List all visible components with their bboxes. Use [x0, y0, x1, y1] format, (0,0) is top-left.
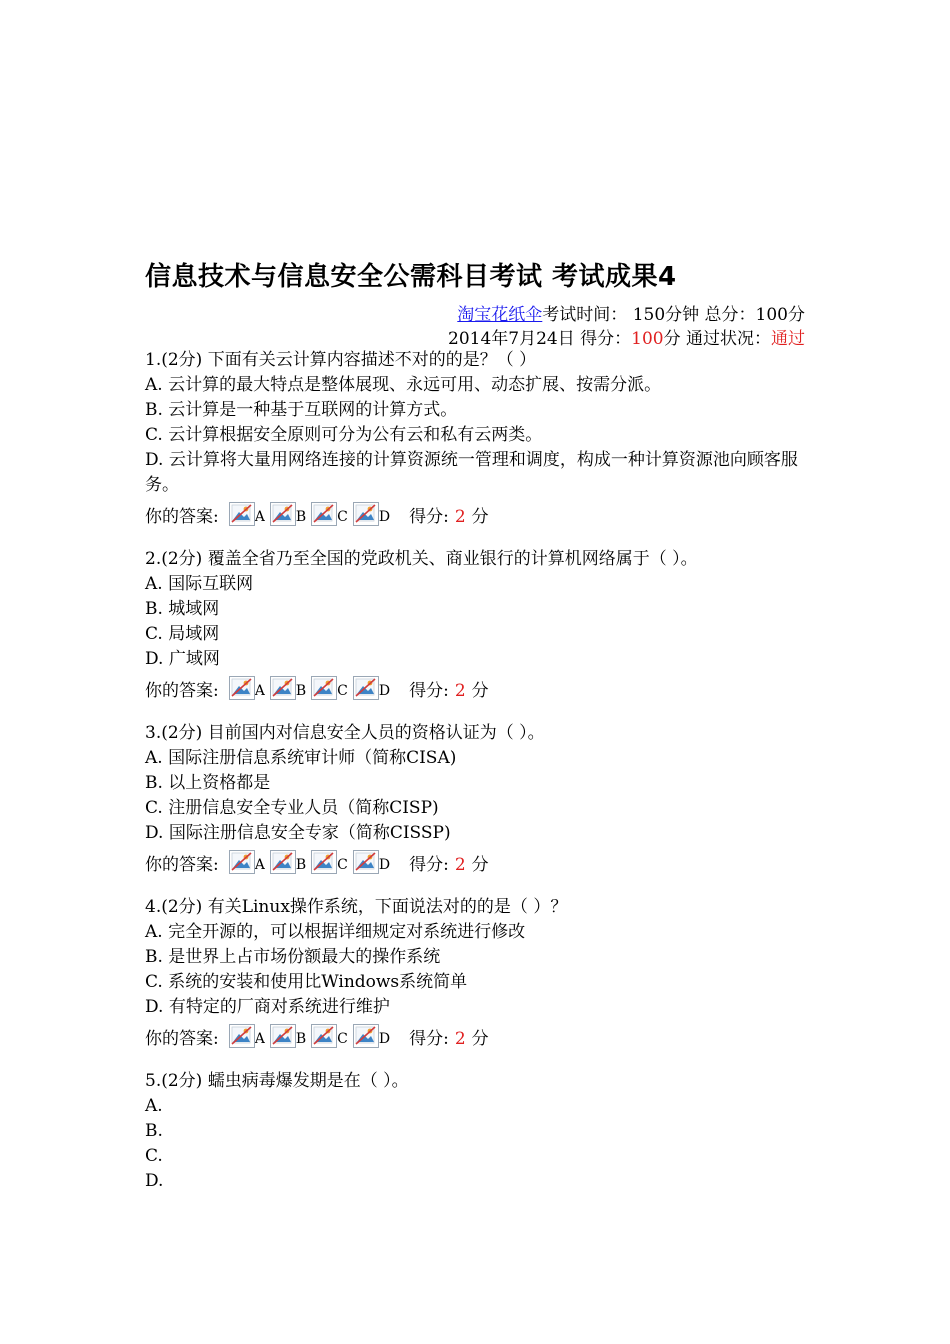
status-label: 通过状况：: [686, 329, 771, 349]
exam-date: 2014年7月24日: [448, 329, 575, 349]
question-4: [145, 895, 810, 1052]
question-score-unit: 分: [471, 855, 489, 875]
answer-letter: B: [295, 683, 307, 699]
author-link[interactable]: 淘宝花纸伞: [457, 305, 543, 325]
broken-image-icon: [311, 1024, 337, 1048]
answer-letter: A: [254, 1031, 265, 1047]
question-option: C. 局域网: [145, 624, 220, 644]
question-option: A. 国际互联网: [145, 574, 254, 594]
question-score-value: 2: [454, 855, 466, 875]
answer-letter: B: [295, 509, 307, 525]
question-stem: 2.(2分) 覆盖全省乃至全国的党政机关、商业银行的计算机网络属于（ ）。: [145, 549, 698, 569]
question-option: B.: [145, 1121, 163, 1141]
question-3: [145, 721, 810, 878]
question-2: [145, 547, 810, 704]
question-option: D. 广域网: [145, 649, 220, 669]
status-value: 通过: [771, 329, 805, 349]
answer-letter: D: [378, 509, 391, 525]
answer-letter: D: [378, 1031, 391, 1047]
exam-duration-total: 考试时间： 150分钟 总分：100分: [542, 305, 805, 325]
question-option: D.: [145, 1171, 164, 1191]
exam-meta-line1: [457, 300, 805, 325]
question-option: A.: [145, 1096, 163, 1116]
question-score-unit: 分: [471, 507, 489, 527]
question-stem: 3.(2分) 目前国内对信息安全人员的资格认证为（ ）。: [145, 723, 545, 743]
broken-image-icon: [270, 850, 296, 874]
broken-image-icon: [229, 502, 255, 526]
question-option: C. 注册信息安全专业人员（简称CISP): [145, 798, 439, 818]
broken-image-icon: [270, 1024, 296, 1048]
question-score-label: 得分:: [409, 1029, 449, 1049]
broken-image-icon: [229, 850, 255, 874]
broken-image-icon: [311, 676, 337, 700]
question-option: B. 云计算是一种基于互联网的计算方式。: [145, 400, 458, 420]
broken-image-icon: [270, 502, 296, 526]
question-5: [145, 1069, 810, 1194]
question-option: D. 云计算将大量用网络连接的计算资源统一管理和调度，构成一种计算资源池向顾客服务。: [145, 450, 798, 495]
total-score-label: 得分：: [580, 329, 632, 349]
question-score-label: 得分:: [409, 681, 449, 701]
broken-image-icon: [353, 502, 379, 526]
broken-image-icon: [353, 676, 379, 700]
answer-row: [145, 846, 810, 878]
broken-image-icon: [311, 850, 337, 874]
question-option: C.: [145, 1146, 163, 1166]
answer-letter: A: [254, 509, 265, 525]
answer-letter: B: [295, 857, 307, 873]
question-option: A. 完全开源的，可以根据详细规定对系统进行修改: [145, 922, 526, 942]
answer-label: 你的答案:: [145, 1029, 219, 1049]
answer-letter: C: [337, 1031, 348, 1047]
broken-image-icon: [229, 676, 255, 700]
exam-meta-line2: [448, 324, 805, 349]
answer-letter: C: [337, 857, 348, 873]
question-option: B. 以上资格都是: [145, 773, 271, 793]
answer-label: 你的答案:: [145, 855, 219, 875]
question-option: B. 城域网: [145, 599, 220, 619]
question-option: C. 云计算根据安全原则可分为公有云和私有云两类。: [145, 425, 543, 445]
broken-image-icon: [353, 850, 379, 874]
total-score-unit: 分: [663, 329, 681, 349]
question-option: B. 是世界上占市场份额最大的操作系统: [145, 947, 441, 967]
question-list: [145, 348, 810, 1211]
answer-row: [145, 672, 810, 704]
answer-letter: B: [295, 1031, 307, 1047]
answer-row: [145, 1020, 810, 1052]
answer-letter: C: [337, 683, 348, 699]
answer-letter: D: [378, 857, 391, 873]
answer-letter: A: [254, 857, 265, 873]
question-option: A. 云计算的最大特点是整体展现、永远可用、动态扩展、按需分派。: [145, 375, 662, 395]
answer-letter: C: [337, 509, 348, 525]
question-score-unit: 分: [471, 1029, 489, 1049]
question-score-value: 2: [454, 507, 466, 527]
broken-image-icon: [229, 1024, 255, 1048]
answer-row: [145, 498, 810, 530]
broken-image-icon: [353, 1024, 379, 1048]
broken-image-icon: [311, 502, 337, 526]
question-stem: 4.(2分) 有关Linux操作系统，下面说法对的的是（ ）？: [145, 897, 568, 917]
question-stem: 1.(2分) 下面有关云计算内容描述不对的的是？（ ）: [145, 350, 537, 370]
answer-letter: A: [254, 683, 265, 699]
question-option: D. 国际注册信息安全专家（简称CISSP): [145, 823, 451, 843]
broken-image-icon: [270, 676, 296, 700]
question-stem: 5.(2分) 蠕虫病毒爆发期是在（ ）。: [145, 1071, 409, 1091]
question-score-value: 2: [454, 681, 466, 701]
question-option: C. 系统的安装和使用比Windows系统简单: [145, 972, 468, 992]
answer-label: 你的答案:: [145, 507, 219, 527]
question-score-label: 得分:: [409, 855, 449, 875]
question-score-value: 2: [454, 1029, 466, 1049]
question-score-unit: 分: [471, 681, 489, 701]
question-option: D. 有特定的厂商对系统进行维护: [145, 997, 390, 1017]
question-score-label: 得分:: [409, 507, 449, 527]
question-1: [145, 348, 810, 530]
total-score-value: 100: [631, 329, 664, 349]
answer-letter: D: [378, 683, 391, 699]
answer-label: 你的答案:: [145, 681, 219, 701]
page-title: 信息技术与信息安全公需科目考试 考试成果4: [145, 262, 677, 292]
question-option: A. 国际注册信息系统审计师（简称CISA): [145, 748, 457, 768]
